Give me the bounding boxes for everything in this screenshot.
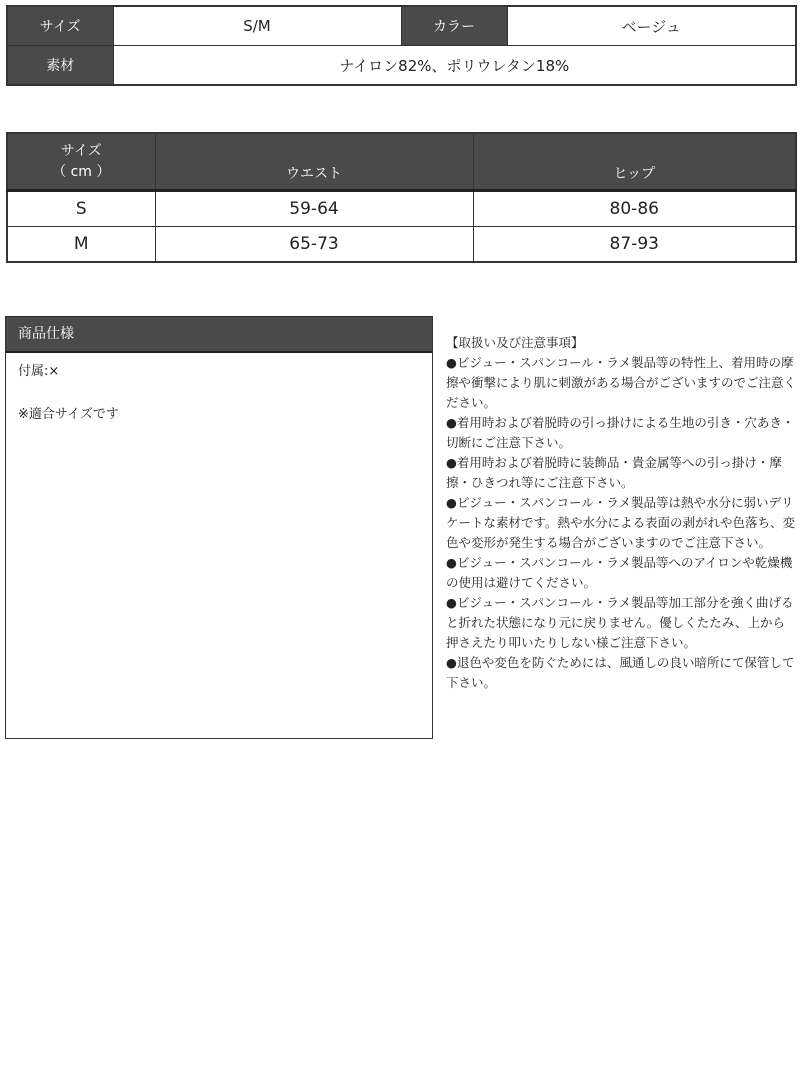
size-chart-unit-label: （ cm ） [52,163,111,180]
waist-header: ウエスト [155,133,473,191]
size-label: サイズ [7,6,113,46]
spec-row-material [7,46,796,86]
accessories-text: 付属:× [18,364,60,379]
color-value: ベージュ [507,6,796,46]
spec-row-size-color [7,6,796,46]
size-chart-table [6,132,797,263]
size-chart-corner-label: サイズ [60,142,102,159]
spec-table [6,5,797,86]
table-row [7,191,796,227]
list-item: ●着用時および着脱時に装飾品・貴金属等への引っ掛け・摩擦・ひきつれ等にご注意下さい。 [446,455,782,490]
list-item: ●ビジュー・スパンコール・ラメ製品等へのアイロンや乾燥機の使用は避けてください。 [446,555,793,590]
product-spec-body [6,353,432,434]
product-spec-title: 商品仕様 [6,317,432,353]
product-spec-box [5,316,433,739]
hip-header: ヒップ [473,133,796,191]
waist-cell: 65-73 [155,227,473,263]
size-cell: S [7,191,155,227]
care-notes [446,333,796,693]
list-item: ●着用時および着脱時の引っ掛けによる生地の引き・穴あき・切断にご注意下さい。 [446,415,795,450]
material-label: 素材 [7,46,113,86]
list-item: ●ビジュー・スパンコール・ラメ製品等の特性上、着用時の摩擦や衝撃により肌に刺激がある場合がございますのでご注意ください。 [446,355,797,410]
hip-cell: 80-86 [473,191,796,227]
hip-cell: 87-93 [473,227,796,263]
size-chart-corner [7,133,155,191]
list-item: ●ビジュー・スパンコール・ラメ製品等は熱や水分に弱いデリケートな素材です。熱や水分による表面の剥がれや色落ち、変色や変形が発生する場合がございますのでご注意下さい。 [446,495,796,550]
color-label: カラー [401,6,507,46]
fit-note-text: ※適合サイズです [18,407,119,422]
care-notes-title: 【取扱い及び注意事項】 [446,335,584,350]
material-value: ナイロン82%、ポリウレタン18% [113,46,796,86]
size-value: S/M [113,6,401,46]
list-item: ●ビジュー・スパンコール・ラメ製品等加工部分を強く曲げると折れた状態になり元に戻りません。優しくたたみ、上から押さえたり叩いたりしない様ご注意下さい。 [446,595,794,650]
size-chart-header [7,133,796,191]
size-cell: M [7,227,155,263]
list-item: ●退色や変色を防ぐためには、風通しの良い暗所にて保管して下さい。 [446,655,795,690]
waist-cell: 59-64 [155,191,473,227]
table-row [7,227,796,263]
